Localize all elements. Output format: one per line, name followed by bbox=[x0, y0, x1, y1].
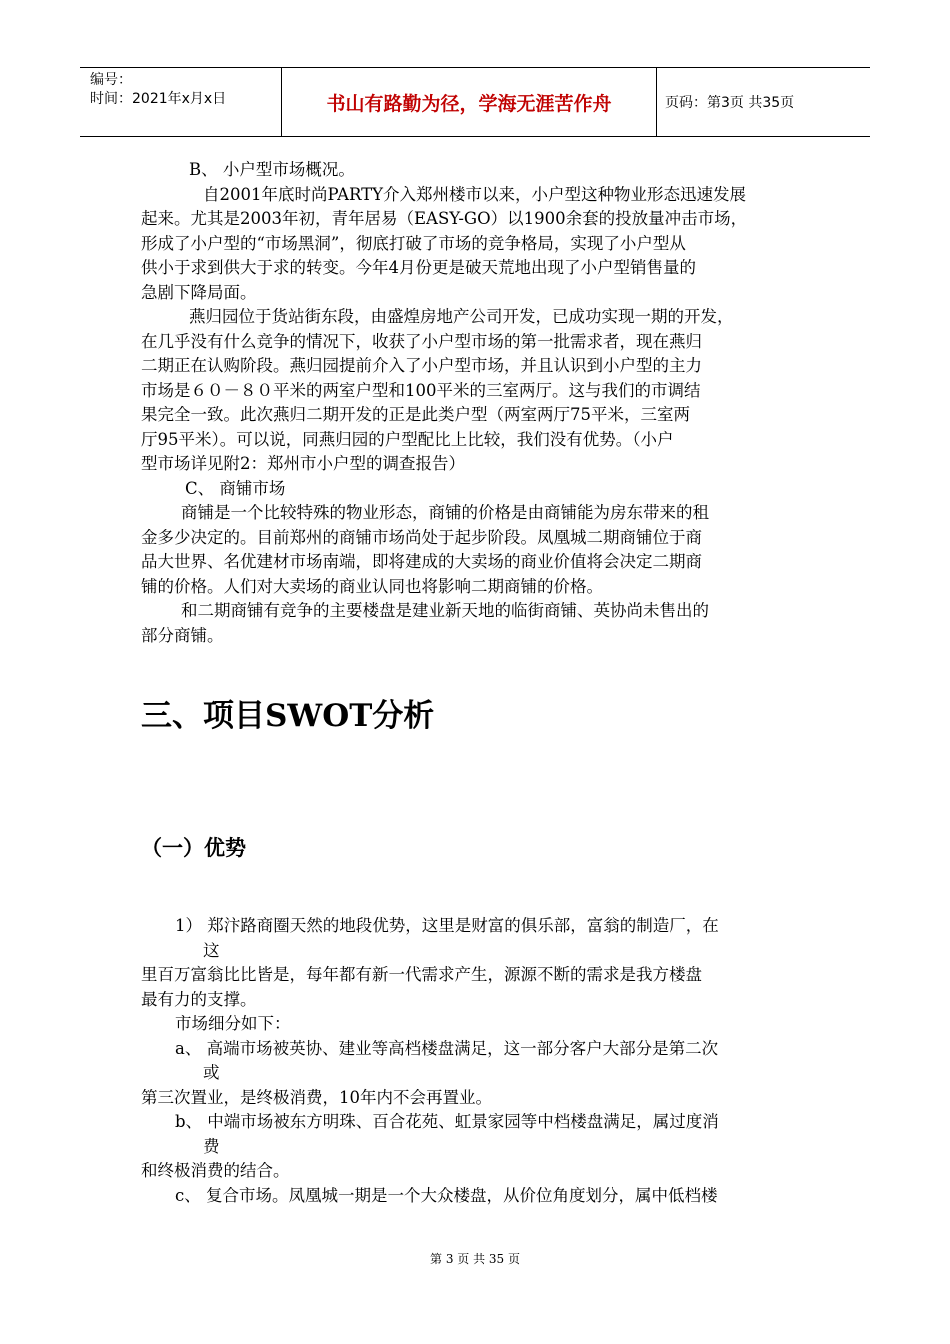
paragraph-line: B、 小户型市场概况。 bbox=[189, 160, 355, 179]
paragraph-line: 燕归园位于货站街东段，由盛煌房地产公司开发，已成功实现一期的开发， bbox=[189, 307, 734, 326]
paragraph-line: 二期正在认购阶段。燕归园提前介入了小户型市场，并且认识到小户型的主力 bbox=[141, 356, 702, 375]
paragraph-line: 或 bbox=[203, 1063, 220, 1082]
paragraph-line: 费 bbox=[203, 1136, 220, 1156]
header-page-info: 页码：第3页 共35页 bbox=[665, 95, 795, 111]
paragraph-line: 里百万富翁比比皆是，每年都有新一代需求产生，源源不断的需求是我方楼盘 bbox=[141, 965, 702, 984]
paragraph-line: 部分商铺。 bbox=[141, 625, 224, 645]
paragraph-line: 果完全一致。此次燕归二期开发的正是此类户型（两室两厅75平米，三室两 bbox=[141, 405, 690, 424]
paragraph-line: 品大世界、名优建材市场南端，即将建成的大卖场的商业价值将会决定二期商 bbox=[141, 552, 702, 571]
header-number: 编号： bbox=[90, 72, 132, 88]
paragraph-line: a、 高端市场被英协、建业等高档楼盘满足，这一部分客户大部分是第二次 bbox=[175, 1038, 719, 1058]
paragraph-line: 和二期商铺有竞争的主要楼盘是建业新天地的临街商铺、英协尚未售出的 bbox=[181, 601, 709, 620]
header-motto: 书山有路勤为径，学海无涯苦作舟 bbox=[282, 68, 657, 136]
paragraph-line: 第三次置业，是终极消费，10年内不会再置业。 bbox=[141, 1087, 492, 1107]
page-header bbox=[80, 67, 870, 137]
paragraph-line: 市场是６０－８０平米的两室户型和100平米的三室两厅。这与我们的市调结 bbox=[141, 380, 701, 400]
paragraph-line: c、 复合市场。凤凰城一期是一个大众楼盘，从价位角度划分，属中低档楼 bbox=[175, 1185, 718, 1205]
paragraph-line: 在几乎没有什么竞争的情况下，收获了小户型市场的第一批需求者，现在燕归 bbox=[141, 331, 702, 351]
paragraph-line: 最有力的支撑。 bbox=[141, 989, 257, 1009]
paragraph-line: 型市场详见附2：郑州市小户型的调查报告） bbox=[141, 454, 465, 473]
paragraph-line: 这 bbox=[203, 940, 220, 960]
paragraph-line: 起来。尤其是2003年初，青年居易（EASY-GO）以1900余套的投放量冲击市场， bbox=[141, 209, 748, 228]
paragraph-line: 1） 郑汴路商圈天然的地段优势，这里是财富的俱乐部，富翁的制造厂，在 bbox=[175, 916, 719, 935]
paragraph-line: 金多少决定的。目前郑州的商铺市场尚处于起步阶段。凤凰城二期商铺位于商 bbox=[141, 527, 702, 547]
header-meta-cell bbox=[80, 68, 282, 136]
section-market-overview bbox=[141, 158, 811, 648]
paragraph-line: 铺的价格。人们对大卖场的商业认同也将影响二期商铺的价格。 bbox=[141, 576, 603, 596]
paragraph-line: 急剧下降局面。 bbox=[141, 282, 257, 302]
page-footer: 第 3 页 共 35 页 bbox=[430, 1252, 520, 1266]
paragraph-line: 形成了小户型的“市场黑洞”，彻底打破了市场的竞争格局，实现了小户型从 bbox=[141, 233, 686, 253]
paragraph-line: 厅95平米）。可以说，同燕归园的户型配比上比较，我们没有优势。（小户 bbox=[141, 429, 674, 449]
paragraph-line: 商铺是一个比较特殊的物业形态，商铺的价格是由商铺能为房东带来的租 bbox=[181, 503, 709, 522]
section-heading-swot: 三、项目SWOT分析 bbox=[141, 698, 435, 734]
paragraph-line: 供小于求到供大于求的转变。今年4月份更是破天荒地出现了小户型销售量的 bbox=[141, 258, 696, 277]
paragraph-line: 和终极消费的结合。 bbox=[141, 1161, 290, 1180]
paragraph-line: b、 中端市场被东方明珠、百合花苑、虹景家园等中档楼盘满足，属过度消 bbox=[175, 1112, 719, 1131]
section-strengths bbox=[141, 914, 811, 1208]
paragraph-line: 自2001年底时尚PARTY介入郑州楼市以来，小户型这种物业形态迅速发展 bbox=[203, 184, 747, 204]
paragraph-line: 市场细分如下： bbox=[175, 1014, 291, 1033]
subsection-heading-strengths: （一）优势 bbox=[141, 836, 246, 860]
header-date: 时间：2021年x月x日 bbox=[90, 91, 227, 107]
paragraph-line: C、 商铺市场 bbox=[185, 478, 286, 498]
